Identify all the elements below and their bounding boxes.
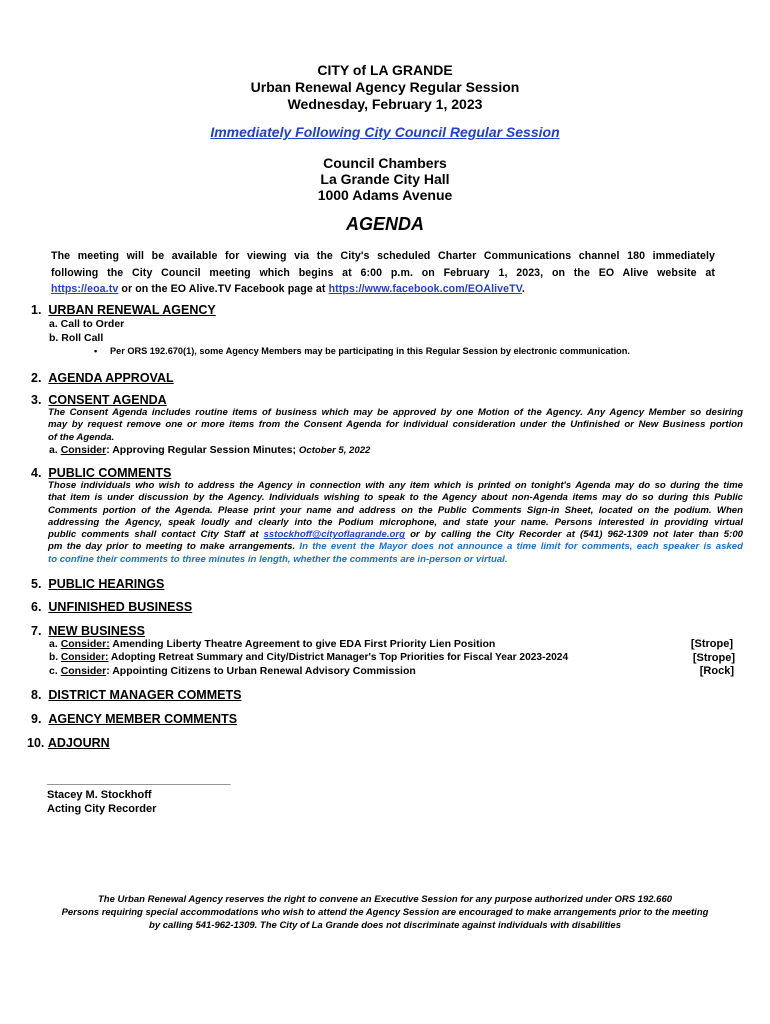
section-new-business: 7. NEW BUSINESS: [31, 624, 145, 638]
header-title: CITY of LA GRANDE: [317, 62, 453, 78]
presenter-b: [Strope]: [692, 652, 735, 664]
consent-description: The Consent Agenda includes routine items of business which may be approved by one Motion of the Agency. Any Agency Member so desiring may by request remove one or more items from the Consent Agenda for individual consideration under the Unfinished or New Business portion of the Agenda.: [48, 407, 743, 443]
roll-call-bullet: • Per ORS 192.670(1), some Agency Members may be participating in this Regular Session by electronic communication.: [94, 346, 630, 356]
following-link[interactable]: Immediately Following City Council Regular Session: [210, 124, 560, 140]
presenter-a: [Strope]: [690, 638, 733, 650]
footer-nondiscrimination: by calling 541-962-1309. The City of La Grande does not discriminate against individuals with disabilities: [149, 920, 621, 931]
facebook-link[interactable]: https://www.facebook.com/EOAliveTV: [328, 283, 522, 295]
intro-paragraph: [51, 248, 715, 298]
recorder-email-link[interactable]: sstockhoff@cityoflagrande.org: [263, 529, 405, 541]
item-call-to-order: a. Call to Order: [49, 318, 125, 330]
location-room: Council Chambers: [323, 155, 447, 171]
header-date: Wednesday, February 1, 2023: [287, 96, 483, 112]
intro-line-3: https://eoa.tv or on the EO Alive.TV Facebook page at https://www.facebook.com/EOAliveTV.: [51, 283, 525, 295]
header-agency: Urban Renewal Agency Regular Session: [250, 79, 520, 95]
agenda-heading: AGENDA: [345, 214, 424, 234]
new-business-item-a: a. Consider: Amending Liberty Theatre Agreement to give EDA First Priority Lien Position: [49, 638, 496, 650]
item-roll-call: b. Roll Call: [49, 332, 104, 344]
section-agency-member-comments: 9. AGENCY MEMBER COMMENTS: [31, 712, 238, 726]
new-business-item-c: c. Consider: Appointing Citizens to Urban Renewal Advisory Commission: [49, 665, 416, 677]
section-public-hearings: 5. PUBLIC HEARINGS: [31, 577, 165, 591]
section-agenda-approval: 2. AGENDA APPROVAL: [31, 371, 174, 385]
signature-name: Stacey M. Stockhoff: [47, 789, 152, 801]
signature-line: ______________________________: [47, 774, 231, 786]
new-business-item-b: b. Consider: Adopting Retreat Summary and City/District Manager's Top Priorities for Fiscal Year 2023-2024: [49, 652, 569, 663]
section-consent-agenda: 3. CONSENT AGENDA: [31, 393, 167, 407]
eoa-link[interactable]: https://eoa.tv: [51, 283, 119, 295]
section-unfinished-business: 6. UNFINISHED BUSINESS: [31, 600, 193, 614]
intro-line-1: The meeting will be available for viewing via the City's scheduled Charter Communications channel 180 immediately: [51, 250, 715, 262]
footer-accommodations: Persons requiring special accommodations who wish to attend the Agency Session are encouraged to make arrangements prior to the meeting: [61, 907, 709, 918]
section-public-comments: 4. PUBLIC COMMENTS: [31, 466, 172, 480]
intro-line-2: following the City Council meeting which begins at 6:00 p.m. on February 1, 2023, on the EO Alive website at: [51, 266, 715, 279]
section-adjourn: 10. ADJOURN: [27, 736, 110, 750]
location-address: 1000 Adams Avenue: [317, 187, 453, 203]
footer-executive-session: The Urban Renewal Agency reserves the right to convene an Executive Session for any purpose authorized under ORS 192.660: [97, 894, 673, 905]
signature-title: Acting City Recorder: [47, 803, 157, 815]
following-note: [0, 124, 770, 141]
consent-item-minutes: a. Consider: Approving Regular Session Minutes; October 5, 2022: [49, 444, 371, 456]
section-urban-renewal: 1. URBAN RENEWAL AGENCY: [31, 303, 216, 317]
section-district-manager-comments: 8. DISTRICT MANAGER COMMETS: [31, 688, 242, 702]
public-comments-description: Those individuals who wish to address the Agency in connection with any item which is printed on tonight's Agenda may do so during the time that item is under discussion by the Agency. Individuals wishing to speak to the Agency about non-Agenda items may do so during this Public Comments portion of the Agenda. Please print your name and address on the Public Comments Sign-in Sheet, located on the podium. When addressing the Agency, speak loudly and clearly into the Podium microphone, and state your name. Persons interested in providing virtual public comments shall contact City Staff at sstockhoff@cityoflagrande.org or by calling the City Recorder at (541) 962-1309 not later than 5:00 pm the day prior to meeting to make arrangements. In the event the Mayor does not announce a time limit for comments, each speaker is asked to confine their comments to three minutes in length, whether the comments are in-person or virtual.: [48, 480, 743, 565]
presenter-c: [Rock]: [699, 665, 734, 677]
location-building: La Grande City Hall: [320, 171, 450, 187]
bullet-icon: •: [94, 346, 98, 356]
